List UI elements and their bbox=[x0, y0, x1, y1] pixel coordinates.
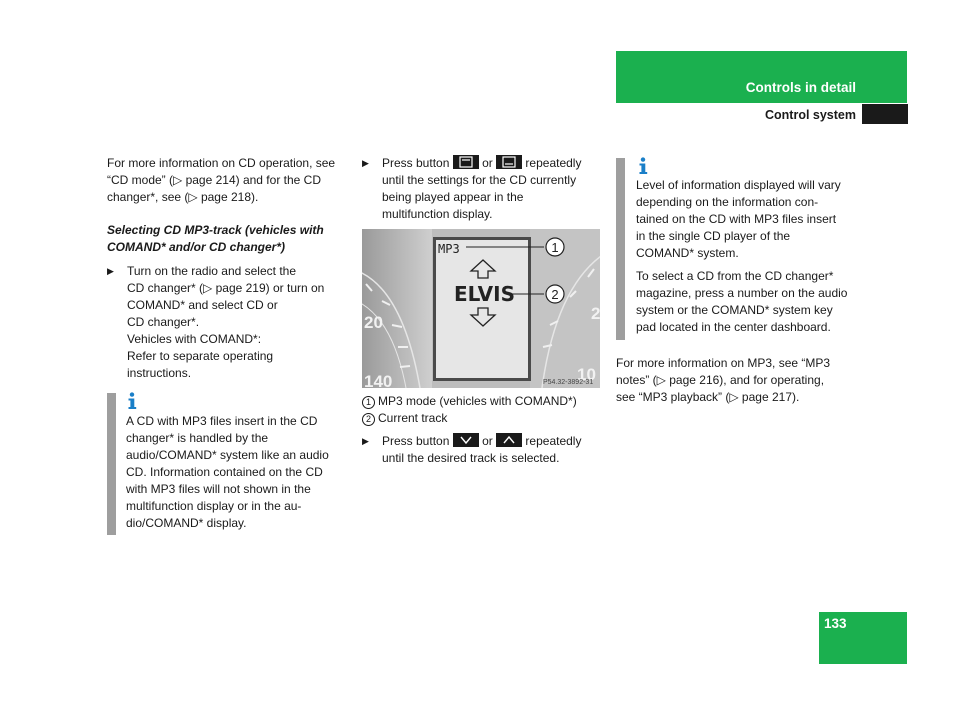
text-line: multifunction display. bbox=[382, 207, 493, 221]
text-line: pad located in the center dashboard. bbox=[636, 320, 831, 334]
bullet-triangle-icon: ▶ bbox=[107, 266, 114, 276]
callout-number: 2 bbox=[551, 287, 559, 302]
bullet-triangle-icon: ▶ bbox=[362, 158, 369, 168]
info-icon bbox=[126, 392, 142, 410]
caption-line: 2 Current track bbox=[362, 410, 607, 427]
text-line: changer* is handled by the bbox=[126, 431, 269, 445]
text-line: audio/COMAND* system like an audio bbox=[126, 448, 329, 462]
section-subtitle: Control system bbox=[765, 108, 856, 122]
text-line: Press button or repeatedly bbox=[382, 434, 582, 448]
text-line: To select a CD from the CD changer* bbox=[636, 269, 834, 283]
display-up-button-icon bbox=[453, 155, 479, 169]
text-line: tained on the CD with MP3 files insert bbox=[636, 212, 837, 226]
gauge-number: 10 bbox=[577, 365, 596, 384]
figure-code: P54.32-3892-31 bbox=[543, 379, 594, 386]
step-press-track-button bbox=[362, 433, 607, 467]
text-line: For more information on MP3, see “MP3 bbox=[616, 356, 831, 370]
heading-line: Selecting CD MP3-track (vehicles with bbox=[107, 223, 324, 237]
text-line: see “MP3 playback” (▷ page 217). bbox=[616, 390, 800, 404]
text-line: magazine, press a number on the audio bbox=[636, 286, 848, 300]
text-line: until the desired track is selected. bbox=[382, 451, 560, 465]
header-black-tab bbox=[862, 104, 908, 124]
section-title: Controls in detail bbox=[745, 80, 856, 95]
text-line: until the settings for the CD currently bbox=[382, 173, 577, 187]
text-line: For more information on CD operation, see bbox=[107, 156, 336, 170]
info-note-level bbox=[636, 177, 866, 262]
info-side-bar bbox=[616, 158, 625, 340]
text-line: multifunction display or in the au- bbox=[126, 499, 302, 513]
text-line: Refer to separate operating bbox=[127, 349, 274, 363]
text-line: instructions. bbox=[127, 366, 192, 380]
text-line: system or the COMAND* system key bbox=[636, 303, 833, 317]
text-line: Press button or repeatedly bbox=[382, 156, 582, 170]
text-line: notes” (▷ page 216), and for operating, bbox=[616, 373, 825, 387]
info-icon bbox=[637, 157, 653, 175]
display-down-button-icon bbox=[496, 155, 522, 169]
caption-number: 2 bbox=[362, 413, 375, 426]
mp3-mode-text: MP3 bbox=[438, 242, 460, 256]
gauge-number: 140 bbox=[364, 372, 393, 388]
intro-paragraph bbox=[107, 155, 352, 206]
page-number: 133 bbox=[824, 616, 847, 631]
gauge-number: 2 bbox=[591, 304, 600, 323]
header-band bbox=[616, 51, 907, 103]
text-line: COMAND* system. bbox=[636, 246, 739, 260]
step-press-display-button bbox=[362, 155, 607, 223]
info-note-changer bbox=[636, 268, 866, 336]
info-note-mp3 bbox=[126, 413, 351, 532]
track-down-button-icon bbox=[453, 433, 479, 447]
text-line: COMAND* and select CD or bbox=[127, 298, 278, 312]
callout-number: 1 bbox=[551, 240, 559, 255]
caption-line: 1 MP3 mode (vehicles with COMAND*) bbox=[362, 393, 607, 410]
heading-line: COMAND* and/or CD changer*) bbox=[107, 240, 286, 254]
current-track-text: ELVIS bbox=[454, 282, 515, 306]
text-line: being played appear in the bbox=[382, 190, 524, 204]
text-line: with MP3 files will not shown in the bbox=[126, 482, 311, 496]
text-line: “CD mode” (▷ page 214) and for the CD bbox=[107, 173, 321, 187]
text-line: CD changer*. bbox=[127, 315, 200, 329]
text-line: CD changer* (▷ page 219) or turn on bbox=[127, 281, 325, 295]
text-line: in the single CD player of the bbox=[636, 229, 791, 243]
gauge-number: 20 bbox=[364, 313, 383, 332]
text-line: CD. Information contained on the CD bbox=[126, 465, 323, 479]
track-up-button-icon bbox=[496, 433, 522, 447]
text-line: Level of information displayed will vary bbox=[636, 178, 841, 192]
step-turn-on-radio bbox=[107, 263, 352, 382]
info-side-bar bbox=[107, 393, 116, 535]
figure-captions bbox=[362, 393, 607, 427]
text-line: Turn on the radio and select the bbox=[127, 264, 296, 278]
bullet-triangle-icon: ▶ bbox=[362, 436, 369, 446]
text-line: changer*, see (▷ page 218). bbox=[107, 190, 259, 204]
sub-heading bbox=[107, 222, 352, 256]
multifunction-display-figure bbox=[362, 229, 600, 388]
text-line: Vehicles with COMAND*: bbox=[127, 332, 262, 346]
text-line: A CD with MP3 files insert in the CD bbox=[126, 414, 318, 428]
text-line: dio/COMAND* display. bbox=[126, 516, 247, 530]
caption-number: 1 bbox=[362, 396, 375, 409]
text-line: depending on the information con- bbox=[636, 195, 819, 209]
outro-paragraph bbox=[616, 355, 866, 406]
